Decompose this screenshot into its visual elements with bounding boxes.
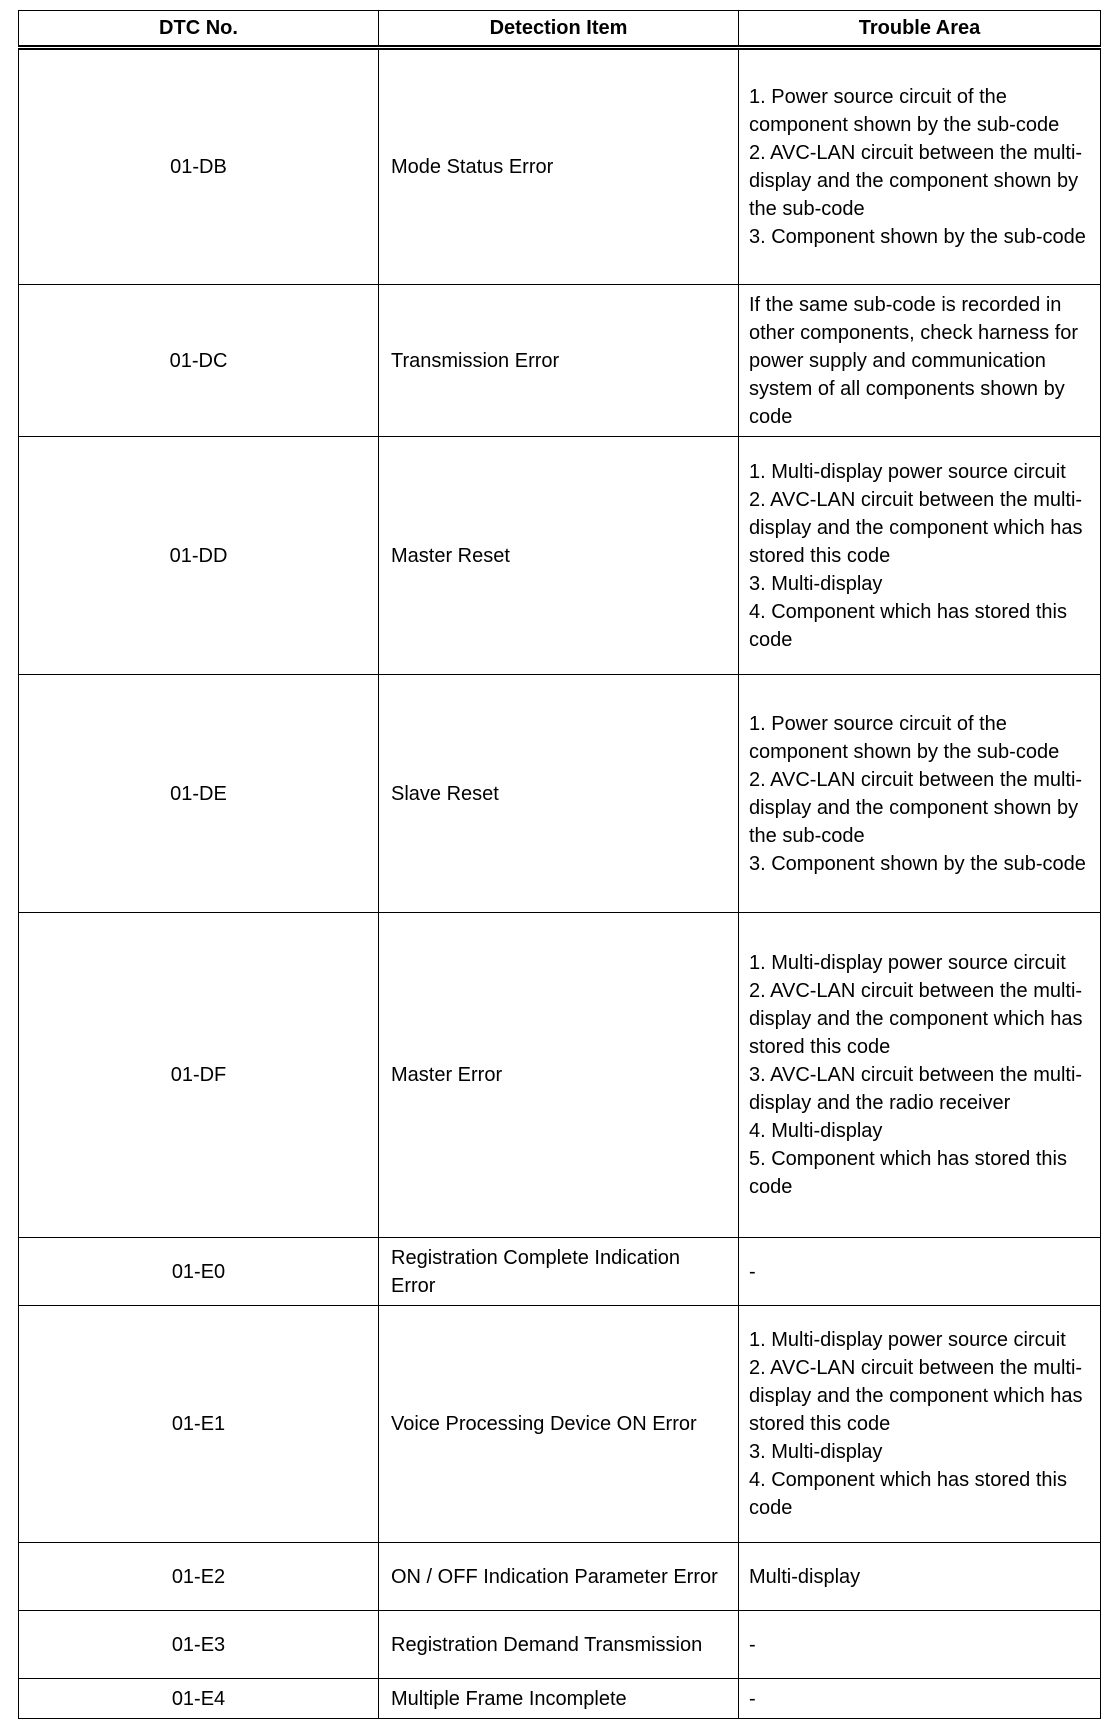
trouble-area: 1. Power source circuit of the component shown by the sub-code 2. AVC-LAN circuit between the multi-display and the component shown by the sub-code 3. Component shown by the sub-code	[739, 48, 1101, 285]
detection-item: Registration Complete Indication Error	[379, 1238, 739, 1306]
dtc-code: 01-E4	[19, 1679, 379, 1719]
table-row	[19, 675, 1101, 913]
table-row	[19, 1679, 1101, 1719]
table-row	[19, 1306, 1101, 1543]
table-row	[19, 48, 1101, 285]
table-row	[19, 913, 1101, 1238]
trouble-area: If the same sub-code is recorded in other components, check harness for power supply and communication system of all components shown by code	[739, 285, 1101, 437]
dtc-table	[18, 10, 1101, 1719]
trouble-area: -	[739, 1611, 1101, 1679]
detection-item: Multiple Frame Incomplete	[379, 1679, 739, 1719]
dtc-code: 01-DF	[19, 913, 379, 1238]
dtc-code: 01-DC	[19, 285, 379, 437]
detection-item: Voice Processing Device ON Error	[379, 1306, 739, 1543]
detection-item: Mode Status Error	[379, 48, 739, 285]
header-row	[19, 11, 1101, 48]
detection-item: Registration Demand Transmission	[379, 1611, 739, 1679]
table-row	[19, 437, 1101, 675]
table-row	[19, 1238, 1101, 1306]
detection-item: Master Reset	[379, 437, 739, 675]
detection-item: Slave Reset	[379, 675, 739, 913]
dtc-code: 01-DD	[19, 437, 379, 675]
dtc-code: 01-E0	[19, 1238, 379, 1306]
detection-item: Transmission Error	[379, 285, 739, 437]
detection-item: Master Error	[379, 913, 739, 1238]
dtc-code: 01-DE	[19, 675, 379, 913]
trouble-area: 1. Power source circuit of the component shown by the sub-code 2. AVC-LAN circuit between the multi-display and the component shown by the sub-code 3. Component shown by the sub-code	[739, 675, 1101, 913]
header-trouble-area: Trouble Area	[739, 11, 1101, 48]
header-dtc-no: DTC No.	[19, 11, 379, 48]
trouble-area: 1. Multi-display power source circuit 2. AVC-LAN circuit between the multi-display and the component which has stored this code 3. Multi-display 4. Component which has stored this code	[739, 1306, 1101, 1543]
dtc-code: 01-E1	[19, 1306, 379, 1543]
detection-item: ON / OFF Indication Parameter Error	[379, 1543, 739, 1611]
table-row	[19, 285, 1101, 437]
trouble-area: -	[739, 1679, 1101, 1719]
trouble-area: Multi-display	[739, 1543, 1101, 1611]
dtc-code: 01-DB	[19, 48, 379, 285]
table-row	[19, 1611, 1101, 1679]
dtc-code: 01-E2	[19, 1543, 379, 1611]
trouble-area: 1. Multi-display power source circuit 2. AVC-LAN circuit between the multi-display and the component which has stored this code 3. AVC-LAN circuit between the multi-display and the radio receiver 4. Multi-display 5. Component which has stored this code	[739, 913, 1101, 1238]
table-row	[19, 1543, 1101, 1611]
dtc-code: 01-E3	[19, 1611, 379, 1679]
trouble-area: -	[739, 1238, 1101, 1306]
trouble-area: 1. Multi-display power source circuit 2. AVC-LAN circuit between the multi-display and the component which has stored this code 3. Multi-display 4. Component which has stored this code	[739, 437, 1101, 675]
header-detection-item: Detection Item	[379, 11, 739, 48]
